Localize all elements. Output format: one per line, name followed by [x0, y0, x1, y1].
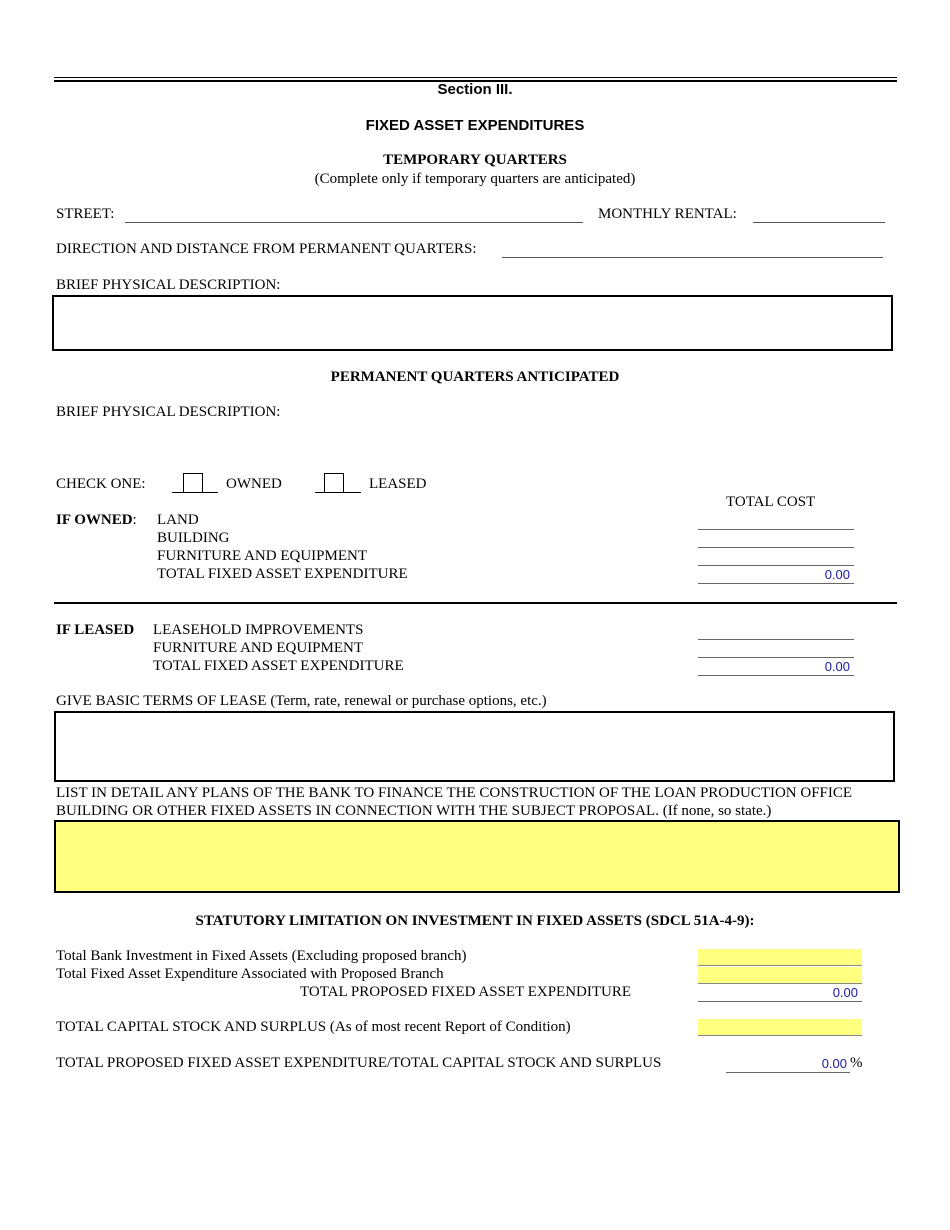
owned-building-amount[interactable]	[698, 531, 854, 548]
lease-terms-label: GIVE BASIC TERMS OF LEASE (Term, rate, renewal or purchase options, etc.)	[56, 693, 547, 709]
permanent-quarters-heading: PERMANENT QUARTERS ANTICIPATED	[330, 369, 620, 385]
if-owned-colon: :	[132, 512, 137, 528]
bank-investment-label: Total Bank Investment in Fixed Assets (Excluding proposed branch)	[56, 948, 467, 964]
owned-item-furniture: FURNITURE AND EQUIPMENT	[157, 548, 367, 564]
top-rule-thin	[54, 77, 897, 78]
leased-option-label: LEASED	[369, 476, 427, 492]
capital-stock-label: TOTAL CAPITAL STOCK AND SURPLUS (As of most recent Report of Condition)	[56, 1019, 571, 1035]
owned-total-amount: 0.00	[824, 567, 850, 582]
monthly-rental-field[interactable]	[753, 206, 885, 223]
total-proposed-amount: 0.00	[832, 985, 858, 1000]
check-one-label: CHECK ONE:	[56, 476, 146, 492]
temporary-description-box[interactable]	[52, 295, 893, 351]
owned-item-total: TOTAL FIXED ASSET EXPENDITURE	[157, 566, 408, 582]
lease-terms-box[interactable]	[54, 711, 895, 782]
leased-total-amount: 0.00	[824, 659, 850, 674]
street-label: STREET:	[56, 206, 115, 222]
owned-checkbox[interactable]	[183, 473, 203, 493]
permanent-description-label: BRIEF PHYSICAL DESCRIPTION:	[56, 404, 281, 420]
leased-leasehold-amount[interactable]	[698, 623, 854, 640]
temporary-description-label: BRIEF PHYSICAL DESCRIPTION:	[56, 277, 281, 293]
temporary-quarters-heading: TEMPORARY QUARTERS	[383, 152, 567, 168]
leased-item-total: TOTAL FIXED ASSET EXPENDITURE	[153, 658, 404, 674]
statutory-heading: STATUTORY LIMITATION ON INVESTMENT IN FIXED ASSETS (SDCL 51A-4-9):	[195, 913, 755, 929]
direction-distance-label: DIRECTION AND DISTANCE FROM PERMANENT QUARTERS:	[56, 241, 477, 257]
owned-furniture-amount[interactable]	[698, 549, 854, 566]
ratio-percent-sign: %	[850, 1055, 863, 1071]
plans-label-line2: BUILDING OR OTHER FIXED ASSETS IN CONNECTION WITH THE SUBJECT PROPOSAL. (If none, so state.)	[56, 803, 772, 819]
owned-land-amount[interactable]	[698, 513, 854, 530]
plans-label-line1: LIST IN DETAIL ANY PLANS OF THE BANK TO FINANCE THE CONSTRUCTION OF THE LOAN PRODUCTION OFFICE	[56, 785, 853, 801]
monthly-rental-label: MONTHLY RENTAL:	[598, 206, 737, 222]
leased-item-leasehold: LEASEHOLD IMPROVEMENTS	[153, 622, 364, 638]
if-leased-label: IF LEASED	[56, 622, 135, 638]
total-proposed-label: TOTAL PROPOSED FIXED ASSET EXPENDITURE	[300, 984, 632, 1000]
street-field[interactable]	[125, 206, 583, 223]
leased-checkbox[interactable]	[324, 473, 344, 493]
owned-item-land: LAND	[157, 512, 199, 528]
direction-distance-field[interactable]	[502, 241, 883, 258]
owned-item-building: BUILDING	[157, 530, 230, 546]
section-label: Section III.	[437, 81, 513, 98]
bank-investment-field[interactable]	[698, 949, 862, 966]
temporary-quarters-note: (Complete only if temporary quarters are anticipated)	[314, 171, 636, 187]
capital-stock-field[interactable]	[698, 1019, 862, 1036]
total-cost-header: TOTAL COST	[726, 494, 816, 510]
ratio-value: 0.00	[821, 1056, 847, 1071]
leased-furniture-amount[interactable]	[698, 641, 854, 658]
owned-option-label: OWNED	[226, 476, 282, 492]
page-title: FIXED ASSET EXPENDITURES	[365, 117, 585, 134]
branch-expenditure-label: Total Fixed Asset Expenditure Associated with Proposed Branch	[56, 966, 444, 982]
if-owned-label	[56, 512, 137, 529]
plans-box[interactable]	[54, 820, 900, 893]
ratio-label: TOTAL PROPOSED FIXED ASSET EXPENDITURE/TOTAL CAPITAL STOCK AND SURPLUS	[56, 1055, 662, 1071]
owned-leased-divider	[54, 602, 897, 604]
branch-expenditure-field[interactable]	[698, 967, 862, 984]
if-owned-text: IF OWNED	[56, 512, 133, 528]
leased-item-furniture: FURNITURE AND EQUIPMENT	[153, 640, 363, 656]
